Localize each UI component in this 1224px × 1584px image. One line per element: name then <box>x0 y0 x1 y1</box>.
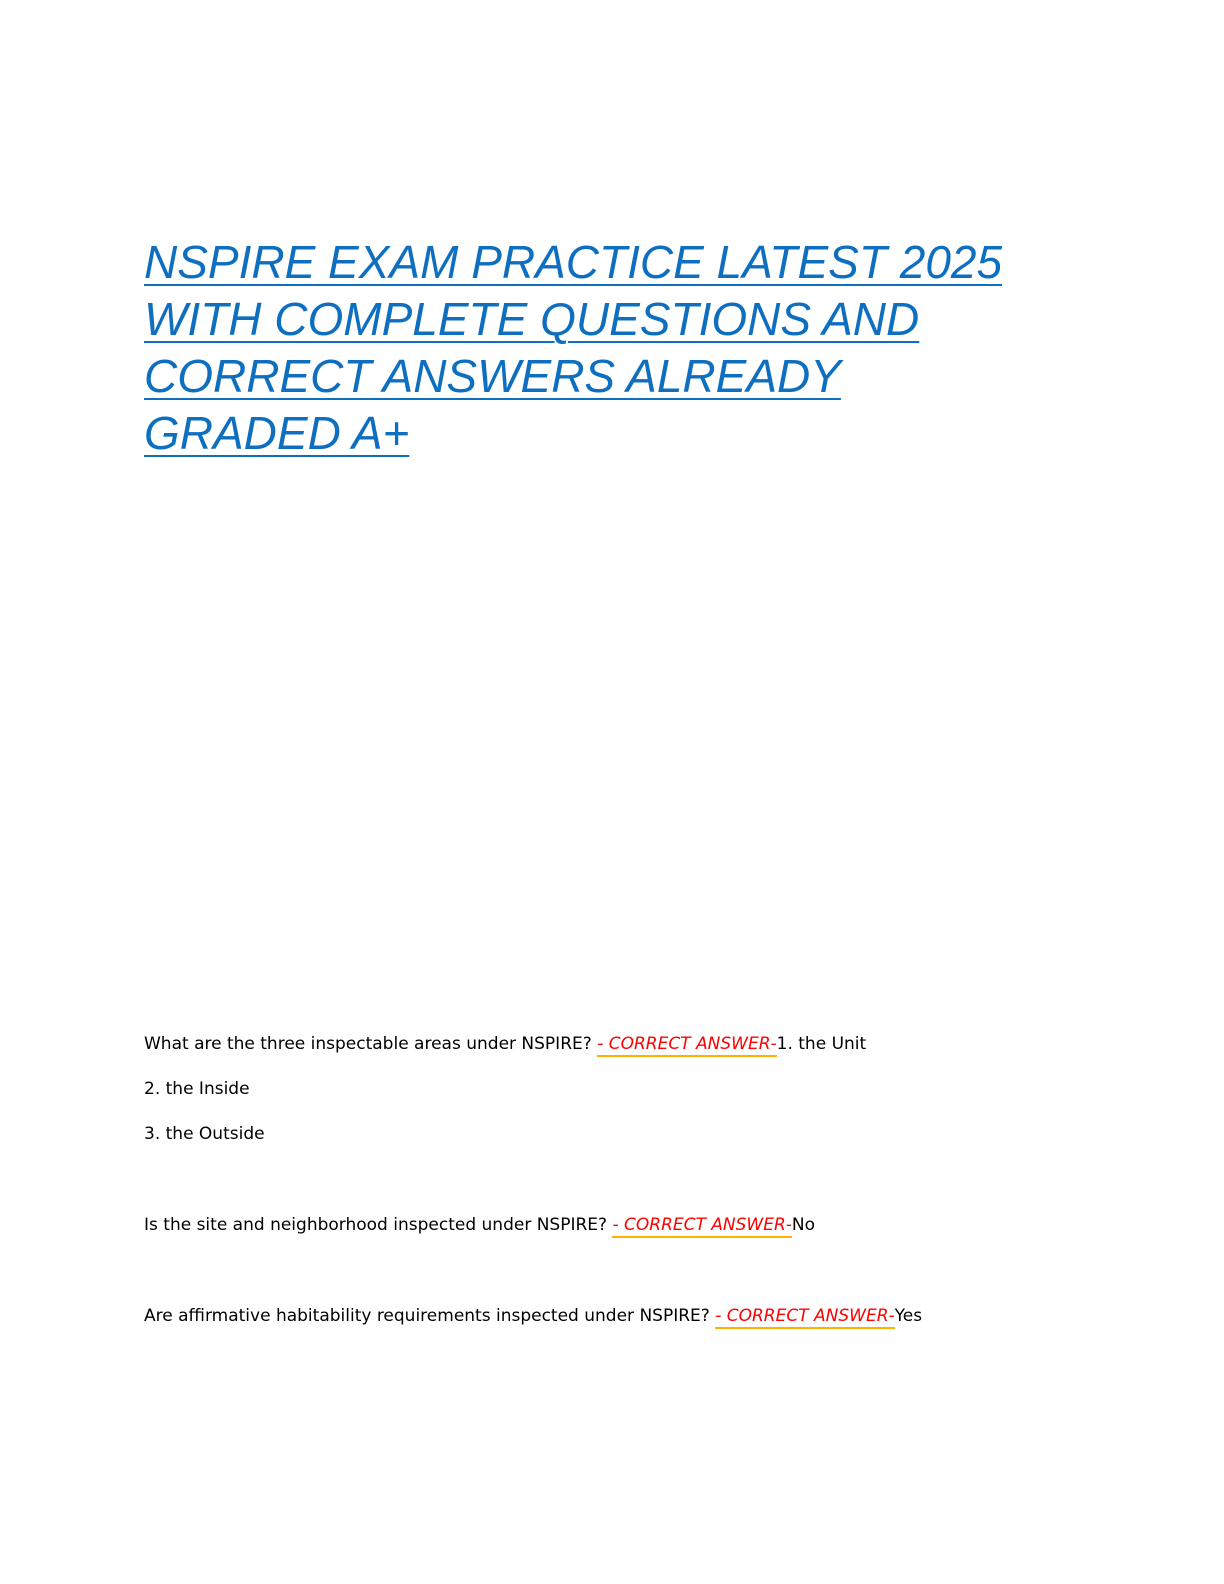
qa-item-2 <box>144 1214 815 1236</box>
title-line <box>144 234 1084 291</box>
question-text: Is the site and neighborhood inspected under NSPIRE? <box>144 1215 613 1235</box>
answer-line: 3. the Outside <box>144 1124 265 1144</box>
title-line <box>144 405 1084 462</box>
document-title[interactable] <box>144 234 1084 462</box>
correct-answer-tag: - CORRECT ANSWER- <box>612 1215 791 1238</box>
question-text: Are affirmative habitability requirements inspected under NSPIRE? <box>144 1306 716 1326</box>
correct-answer-tag: - CORRECT ANSWER- <box>715 1306 894 1329</box>
title-line <box>144 291 1084 348</box>
answer-text: No <box>791 1215 816 1235</box>
answer-text: Yes <box>894 1306 923 1326</box>
qa-item-3 <box>144 1305 922 1327</box>
correct-answer-tag: - CORRECT ANSWER- <box>597 1034 776 1057</box>
question-text: What are the three inspectable areas under NSPIRE? <box>144 1034 598 1054</box>
title-link-line-2[interactable]: WITH COMPLETE QUESTIONS AND <box>144 293 920 345</box>
title-link-line-1[interactable]: NSPIRE EXAM PRACTICE LATEST 2025 <box>144 236 1003 288</box>
title-link-line-3[interactable]: CORRECT ANSWERS ALREADY <box>144 350 841 402</box>
title-line <box>144 348 1084 405</box>
answer-line: 2. the Inside <box>144 1079 250 1099</box>
answer-text: 1. the Unit <box>776 1034 867 1054</box>
title-link-line-4[interactable]: GRADED A+ <box>144 407 410 459</box>
qa-item-1 <box>144 1033 866 1055</box>
